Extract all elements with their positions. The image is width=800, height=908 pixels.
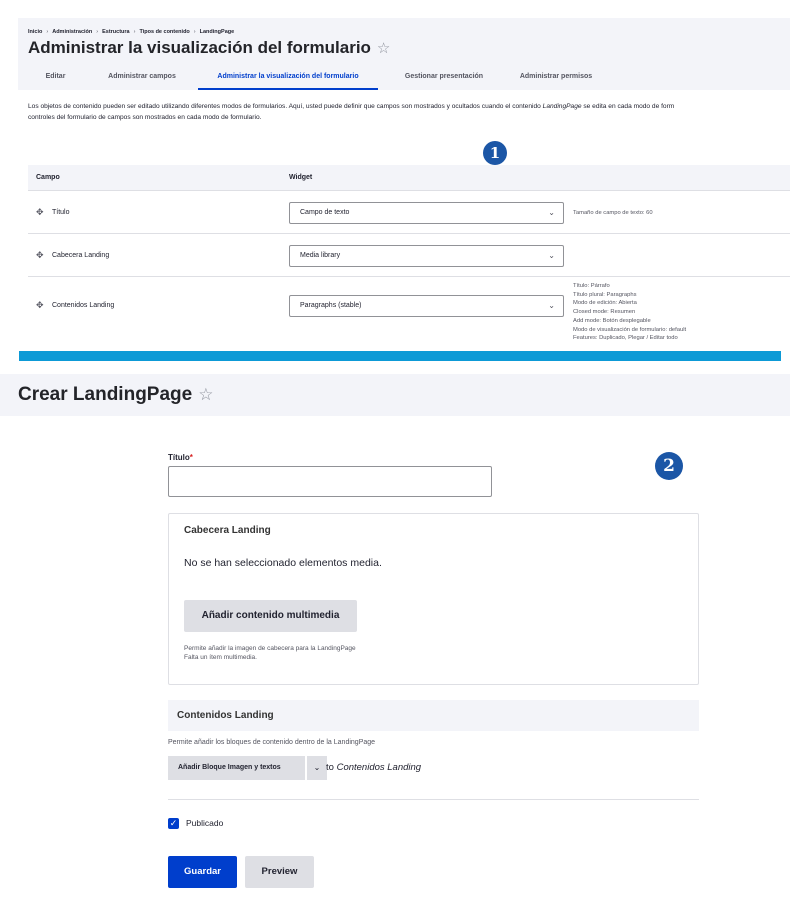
chevron-down-icon: ⌄ xyxy=(548,208,555,217)
page-title xyxy=(18,384,213,406)
breadcrumb-link-inicio[interactable]: Inicio xyxy=(28,29,43,35)
widget-select[interactable] xyxy=(289,295,564,317)
breadcrumb-separator: › xyxy=(46,29,49,35)
drag-handle-icon[interactable]: ✥ xyxy=(36,207,44,217)
breadcrumb xyxy=(28,29,234,35)
paragraphs-section-title: Contenidos Landing xyxy=(177,710,274,721)
required-marker: * xyxy=(189,453,193,462)
widget-select-value: Paragraphs (stable) xyxy=(300,302,362,309)
drag-handle-icon[interactable]: ✥ xyxy=(36,250,44,260)
media-description: Permite añadir la imagen de cabecera para la LandingPage Falta un ítem multimedia. xyxy=(184,645,356,661)
field-name: Título xyxy=(52,209,70,216)
published-checkbox[interactable]: ✓ xyxy=(169,818,178,828)
drag-handle-icon[interactable]: ✥ xyxy=(36,300,44,310)
section-divider xyxy=(19,351,781,361)
widget-select-value: Media library xyxy=(300,252,341,259)
table-row xyxy=(28,191,790,234)
star-icon[interactable]: ☆ xyxy=(198,385,214,404)
media-widget-title: Cabecera Landing xyxy=(184,525,271,536)
star-icon[interactable]: ☆ xyxy=(376,40,391,57)
tab-administrar-campos[interactable]: Administrar campos xyxy=(108,73,176,80)
widget-select[interactable] xyxy=(289,202,564,224)
widget-select[interactable] xyxy=(289,245,564,267)
media-library-widget xyxy=(168,513,699,685)
breadcrumb-separator: › xyxy=(96,29,99,35)
title-input[interactable] xyxy=(168,466,492,497)
tab-administrar-visualizacion-formulario[interactable]: Administrar la visualización del formulario xyxy=(198,70,378,90)
intro-content-type: LandingPage xyxy=(542,103,582,110)
breadcrumb-link-tipos-contenido[interactable]: Tipos de contenido xyxy=(139,29,190,35)
chevron-down-icon: ⌄ xyxy=(548,251,555,260)
add-paragraph-target: to Contenidos Landing xyxy=(326,762,422,773)
tab-editar[interactable]: Editar xyxy=(45,73,66,80)
media-empty-message: No se han seleccionado elementos media. xyxy=(184,557,382,569)
intro-text xyxy=(28,101,790,123)
add-media-button[interactable]: Añadir contenido multimedia xyxy=(184,600,357,632)
table-header xyxy=(28,165,790,191)
widget-summary: Tamaño de campo de texto: 60 xyxy=(573,210,653,216)
breadcrumb-separator: › xyxy=(193,29,196,35)
intro-line-1: Los objetos de contenido pueden ser editado utilizando diferentes modos de formularios. Aquí, usted puede definir que campos son mostrados y ocultados cuando el contenido LandingPage se edita en cada modo de form xyxy=(28,103,675,110)
table-row xyxy=(28,277,790,343)
intro-line-2: controles del formulario de campos son mostrados en cada modo de formulario. xyxy=(28,114,262,121)
breadcrumb-link-administracion[interactable]: Administración xyxy=(52,29,93,35)
page-title-text: Crear LandingPage xyxy=(18,384,193,405)
field-name: Contenidos Landing xyxy=(52,302,115,309)
paragraphs-description: Permite añadir los bloques de contenido dentro de la LandingPage xyxy=(168,739,376,746)
breadcrumb-link-estructura[interactable]: Estructura xyxy=(102,29,130,35)
manage-form-display-screenshot xyxy=(18,18,790,343)
paragraphs-section-header xyxy=(168,700,699,731)
page-title xyxy=(28,38,390,58)
published-label: Publicado xyxy=(186,818,224,828)
divider xyxy=(168,799,699,800)
chevron-down-icon[interactable]: ⌄ xyxy=(307,756,327,780)
field-name: Cabecera Landing xyxy=(52,252,110,259)
title-field-label: Título* xyxy=(168,453,193,462)
tab-administrar-permisos[interactable]: Administrar permisos xyxy=(519,73,593,80)
save-button[interactable]: Guardar xyxy=(168,856,237,888)
step-number-badge-1: 1 xyxy=(483,141,507,165)
page-header xyxy=(18,18,790,90)
create-page-header xyxy=(0,374,790,416)
add-paragraph-button[interactable]: Añadir Bloque Imagen y textos xyxy=(168,756,305,780)
chevron-down-icon: ⌄ xyxy=(548,301,555,310)
widget-summary: Título: Párrafo Título plural: Paragraphs Modo de edición: Abierta Closed mode: Resumen Add mode: Botón desplegable Modo de visualización de formulario: default Features: Duplicado, Plegar / Editar todo xyxy=(573,283,687,342)
breadcrumb-link-landingpage[interactable]: LandingPage xyxy=(199,29,235,35)
page-title-text: Administrar la visualización del formulario xyxy=(28,38,371,57)
step-number-badge-2: 2 xyxy=(655,452,683,480)
column-header-widget: Widget xyxy=(289,174,313,181)
table-row xyxy=(28,234,790,277)
widget-select-value: Campo de texto xyxy=(300,209,350,216)
column-header-campo: Campo xyxy=(36,174,60,181)
preview-button[interactable]: Preview xyxy=(245,856,314,888)
tab-gestionar-presentacion[interactable]: Gestionar presentación xyxy=(404,73,484,80)
breadcrumb-separator: › xyxy=(133,29,136,35)
